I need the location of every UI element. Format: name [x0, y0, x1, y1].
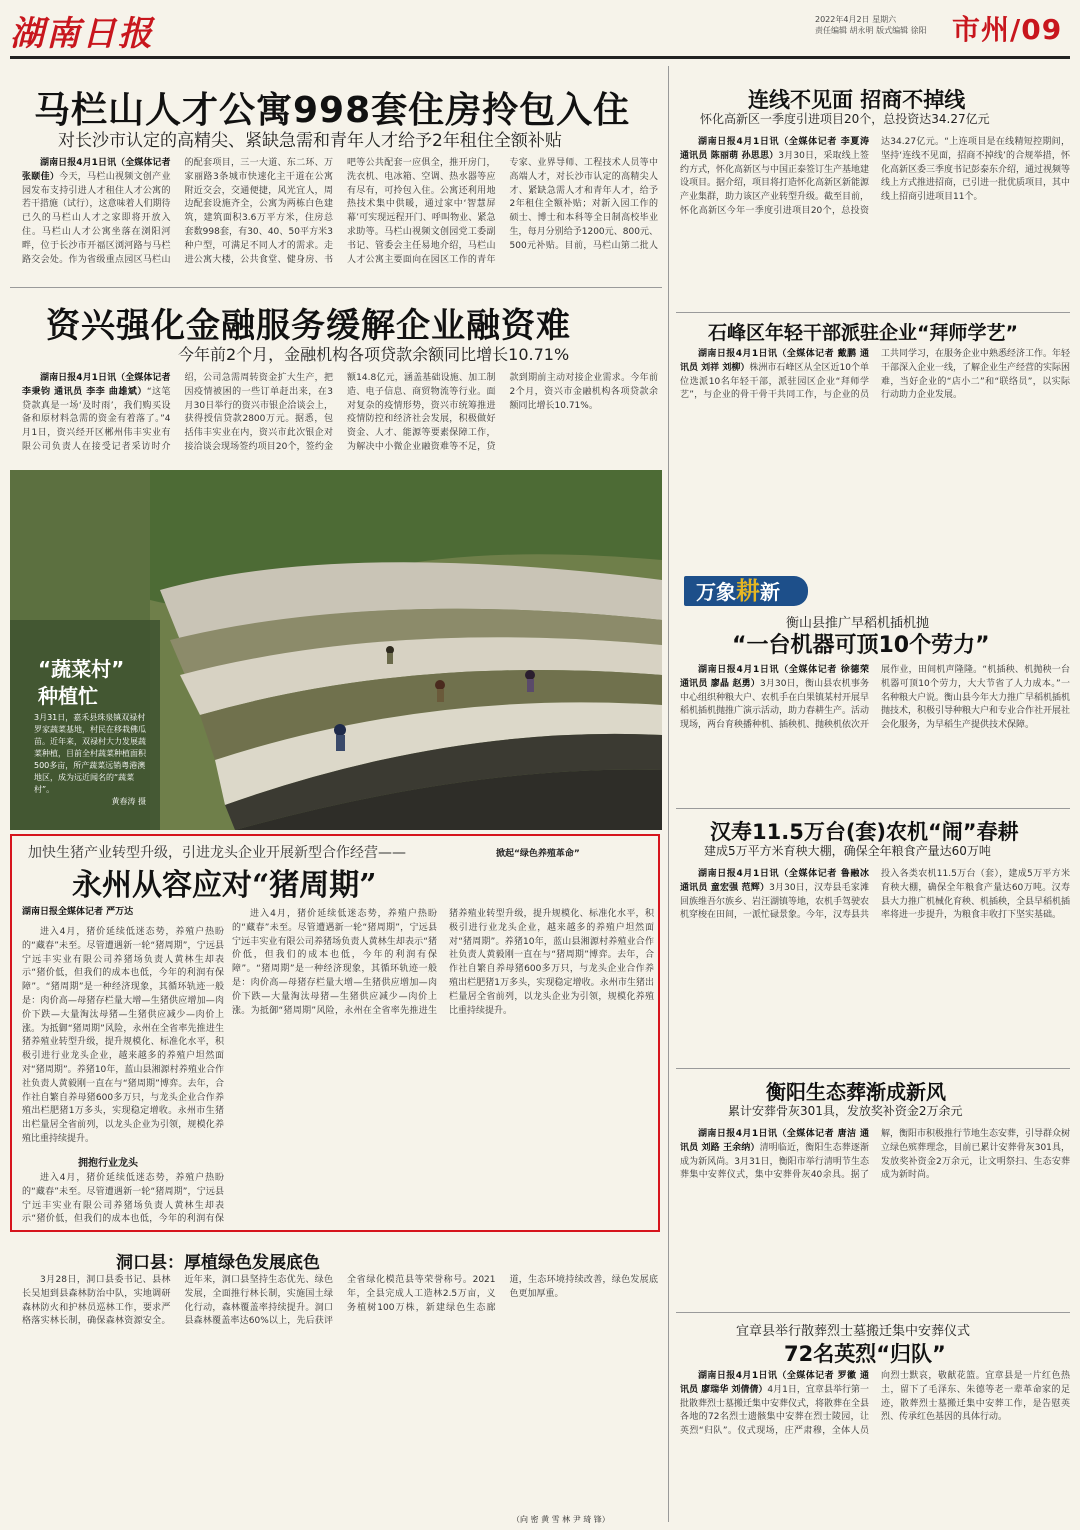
right-5-subtitle: 累计安葬骨灰301具，发放奖补资金2万余元: [728, 1104, 963, 1118]
issue-meta: [815, 14, 927, 36]
article-1-byline: 湖南日报4月1日讯（全媒体记者 张颐佳）: [22, 158, 171, 182]
section-name: 市州/09: [952, 13, 1063, 46]
right-5-body: [680, 1128, 1070, 1308]
issue-date: 2022年4月2日 星期六: [815, 15, 897, 24]
masthead-rule: [10, 56, 1070, 59]
right-3-title[interactable]: “一台机器可顶10个劳力”: [732, 633, 990, 658]
right-2-text: 株洲市石峰区从全区近10个单位选派10名年轻干部，派驻园区企业“拜师学艺”，与企业的骨干骨干共同工作，与企业的员工共同学习，在服务企业中熟悉经济工作。年轻干部深入企业一线，了解企业生产经营的实际困难，当好企业的“店小二”和“联络员”，以实际行动助力企业发展。: [680, 349, 1070, 401]
right-3-byline: 湖南日报4月1日讯（全媒体记者 徐德荣 通讯员 廖晶 赵勇）: [680, 665, 869, 689]
right-4-text: 3月30日，汉寿县毛家滩回族维吾尔族乡、岩汪湖镇等地，农机手驾驶农机穿梭在田间，一派忙碌景象。今年，汉寿县共投入各类农机11.5万台（套），建成5万平方米育秧大棚，确保全年粮食产量达60万吨。汉寿县大力推广机械化育秧、机插秧，全县早稻机插率将进一步提升，为粮食丰收打下坚实基础。: [680, 869, 1070, 921]
right-6-text: 4月1日，宜章县举行第一批散葬烈士墓搬迁集中安葬仪式，将散葬在全县各地的72名烈士遗骸集中安葬在烈士陵园，让英烈“归队”。仪式现场，庄严肃穆，全体人员向烈士默哀，敬献花篮。宜章县是一片红色热土，留下了毛泽东、朱德等老一辈革命家的足迹，散葬烈士墓搬迁集中安葬工作，是告慰英烈、传承红色基因的具体行动。: [680, 1371, 1070, 1437]
photo-title-line-2: 种植忙: [38, 684, 98, 708]
divider: [676, 1068, 1070, 1069]
article-3-kicker: 加快生猪产业转型升级，引进龙头企业开展新型合作经营——: [28, 845, 406, 861]
article-3-text: 进入4月，猪价延续低迷态势，养殖户热盼的“藏春”未至。尽管遭遇新一轮“猪周期”，宁远县宁远丰实业有限公司养猪场负责人黄林生却表示“猪价低，但我们的成本也低，今年的利润有保障”。“猪周期”是一种经济现象，其循环轨迹一般是：肉价高—母猪存栏量大增—生猪供应增加—肉价下跌—大量淘汰母猪—生猪供应减少—肉价上涨。为抵御“猪周期”风险，永州在全省率先推进生猪养殖业转型升级，提升规模化、标准化水平，积极引进行业龙头企业，越来越多的养殖户坦然面对“猪周期”。养猪10年，蓝山县湘源村养殖业合作社负责人黄毅刚一直在与“猪周期”博弈。去年，合作社自繁自养母猪600多万只，与龙头企业合作养殖出栏肥猪1万多头，实现稳定增收。永州市生猪出栏量居全省前列，以龙头企业为引领，规模化养殖比重持续提升。: [22, 927, 224, 1144]
right-3-text: 3月30日，衡山县农机事务中心组织种粮大户、农机手在白果镇某村开展早稻机插机抛推广演示活动，助力春耕生产。活动现场，两台育秧播种机、插秧机、抛秧机依次开展作业，田间机声隆隆。“机插秧、机抛秧一台机器可顶10个劳力，大大节省了人力成本。”一名种粮大户说。衡山县今年大力推广早稻机插机抛技术，积极引导种粮大户和专业合作社开展社会化服务，为早稻生产提供技术保障。: [680, 665, 1070, 731]
right-4-body: [680, 868, 1070, 1064]
article-3-byline-box: [22, 906, 162, 919]
article-3-title[interactable]: 永州从容应对“猪周期”: [72, 868, 377, 903]
article-4-text: 3月28日，洞口县委书记、县林长吴旭到县森林防治中队，实地调研森林防火和护林员巡林工作，要求严格落实林长制，确保森林资源安全。近年来，洞口县坚持生态优先、绿色发展，全面推行林长制，实施国土绿化行动，森林覆盖率持续提升。洞口县森林覆盖率达60%以上，先后获评全省绿化模范县等荣誉称号。2021年，全县完成人工造林2.5万亩，义务植树100万株，新建绿色生态廊道，生态环境持续改善，绿色发展底色更加厚重。: [22, 1275, 658, 1327]
right-6-byline: 湖南日报4月1日讯（全媒体记者 罗徽 通讯员 廖瑞华 刘倩倩）: [680, 1371, 869, 1395]
right-6-kicker: 宜章县举行散葬烈士墓搬迁集中安葬仪式: [736, 1324, 971, 1339]
article-1-text: 今天，马栏山视频文创产业园发布支持引进人才租住人才公寓的若干措施（试行），这意味着人们期待已久的马栏山人才之家即将开放入住。马栏山人才公寓坐落在浏阳河畔，位于长沙市开福区浏河路与马栏路交会处。作为省级重点园区马栏山的配套项目，三一大道、东二环、万家丽路3条城市快速化主干道在公寓附近交会，交通便捷，风光宜人，周边配套设施齐全，公寓为两栋白色建筑，建筑面积3.6万平方米，住房总套数998套，有30、40、50平方米3种户型，可满足不同人才的需求。走进公寓大楼，公共食堂、健身房、书吧等公共配套一应俱全，推开房门，洗衣机、电冰箱、空调、热水器等应有尽有，可拎包入住。公寓还利用地热技术集中供暖，通过家中‘智慧屏幕’可实现远程开门、呼叫物业、紧急求助等。马栏山视频文创园党工委副书记、管委会主任易地介绍，马栏山人才公寓主要面向在园区工作的青年专家、业界导师、工程技术人员等中高端人才，对长沙市认定的高精尖人才、紧缺急需人才和青年人才，给予2年租住全额补贴；对新入园工作的硕士、博士和本科等全日制高校毕业生，每月分别给予1200元、800元、500元补贴。目前，马栏山第二批人: [22, 158, 658, 265]
article-3-byline: 湖南日报全媒体记者 严万达: [22, 907, 134, 917]
article-1-title[interactable]: 马栏山人才公寓998套住房拎包入住: [34, 90, 631, 131]
right-1-byline: 湖南日报4月1日讯（全媒体记者 李夏涛 通讯员 陈丽萌 孙思思）: [680, 137, 869, 161]
article-2-body: [22, 372, 658, 464]
issue-editors: 责任编辑 胡永明 版式编辑 徐阳: [815, 26, 927, 35]
right-6-title[interactable]: 72名英烈“归队”: [784, 1342, 946, 1366]
article-3-text-3: 进入4月，猪价延续低迷态势，养殖户热盼的“藏春”未至。尽管遭遇新一轮“猪周期”，宁远县宁远丰实业有限公司养猪场负责人黄林生却表示“猪价低，但我们的成本也低，今年的利润有保障”。“猪周期”是一种经济现象，其循环轨迹一般是：肉价高—母猪存栏量大增—生猪供应增加—肉价下跌—大量淘汰母猪—生猪供应减少—肉价上涨。为抵御“猪周期”风险，永州在全省率先推进生猪养殖业转型升级，提升规模化、标准化水平，积极引进行业龙头企业，越来越多的养殖户坦然面对“猪周期”。养猪10年，蓝山县湘源村养殖业合作社负责人黄毅刚一直在与“猪周期”博弈。去年，合作社自繁自养母猪600多万只，与龙头企业合作养殖出栏肥猪1万多头，实现稳定增收。永州市生猪出栏量居全省前列，以龙头企业为引领，规模化养殖比重持续提升。: [232, 909, 654, 1016]
article-3-body-2: [22, 1172, 224, 1226]
divider: [10, 287, 662, 288]
photo-title: [38, 656, 124, 710]
article-3-text-2: 进入4月，猪价延续低迷态势，养殖户热盼的“藏春”未至。尽管遭遇新一轮“猪周期”，宁远县宁远丰实业有限公司养猪场负责人黄林生却表示“猪价低，但我们的成本也低，今年的利润有保: [22, 1173, 224, 1225]
column-divider: [668, 66, 669, 1522]
right-5-text: 清明临近，衡阳生态葬逐渐成为新风尚。3月31日，衡阳市举行清明节生态葬集中安葬仪式，集中安葬骨灰40余具。据了解，衡阳市积极推行节地生态安葬，引导群众树立绿色殡葬理念，目前已累计安葬骨灰301具，发放奖补资金2万余元，让文明祭扫、生态安葬成为新时尚。: [680, 1129, 1070, 1181]
banner-right: 新: [760, 580, 780, 604]
photo-credit: 黄春涛 摄: [111, 797, 146, 806]
photo-caption-text: 3月31日，嘉禾县珠泉镇双禄村罗家蔬菜基地，村民在移栽佛瓜苗。近年来，双禄村大力发展蔬菜种植，目前全村蔬菜种植面积500多亩，所产蔬菜远销粤港澳地区，成为远近闻名的“蔬菜村”。: [34, 713, 146, 794]
right-1-title[interactable]: 连线不见面 招商不掉线: [748, 88, 966, 112]
article-4-title[interactable]: 洞口县：厚植绿色发展底色: [116, 1253, 320, 1273]
divider: [676, 808, 1070, 809]
divider: [676, 1312, 1070, 1313]
right-4-subtitle: 建成5万平方米育秧大棚，确保全年粮食产量达60万吨: [704, 844, 991, 858]
right-4-title[interactable]: 汉寿11.5万台(套)农机“闹”春耕: [710, 820, 1019, 844]
banner-left: 万象: [696, 580, 736, 604]
right-1-subtitle: 怀化高新区一季度引进项目20个，总投资达34.27亿元: [700, 112, 990, 126]
right-2-byline: 湖南日报4月1日讯（全媒体记者 戴鹏 通讯员 刘祥 刘柳）: [680, 349, 869, 373]
banner-mid: 耕: [736, 577, 760, 605]
article-2-text: “这笔贷款真是一场‘及时雨’，我们购买设备和原材料急需的资金有着落了。”4月1日，资兴经开区郴州伟丰实业有限公司负责人在接受记者采访时介绍，公司急需周转资金扩大生产，把因疫情被困的一些订单赶出来，在3月30日举行的资兴市银企洽谈会上，获得授信贷款2800万元。据悉，包括伟丰实业在内，资兴市此次银企对接洽谈会现场签约项目20个，签约金额14.8亿元，涵盖基础设施、加工制造、电子信息、商贸物流等行业。面对复杂的疫情形势，资兴市统筹推进疫情防控和经济社会发展，积极做好资金、人才、能源等要素保障工作，为解决中小微企业融资难等不足，贷款到期前主动对接企业需求。今年前2个月，资兴市金融机构各项贷款余额同比增长10.71%。: [22, 373, 658, 452]
right-6-body: [680, 1370, 1070, 1520]
article-3-subhead: 拥抱行业龙头: [78, 1158, 138, 1169]
right-1-body: [680, 136, 1070, 308]
article-2-subtitle: 今年前2个月，金融机构各项贷款余额同比增长10.71%: [178, 345, 570, 364]
right-3-kicker: 衡山县推广早稻机插机抛: [786, 616, 930, 631]
article-2-title[interactable]: 资兴强化金融服务缓解企业融资难: [46, 306, 571, 346]
article-4-body: [22, 1274, 658, 1510]
photo-title-line-1: “蔬菜村”: [38, 657, 125, 681]
right-3-body: [680, 664, 1070, 804]
article-4-credit: （向 密 黄 雪 林 尹 琦 锋）: [512, 1515, 610, 1524]
right-2-body: [680, 348, 1070, 558]
right-1-text: 3月30日，采取线上签约方式，怀化高新区与中国正泰签订生产基地建设项目。据介绍，项目将打造怀化高新区新能源产业集群，助力该区产业转型升级。截至目前，怀化高新区今年一季度引进项目20个，总投资达34.27亿元。“上连项目是在线精短控期间，坚持‘连线不见面，招商不掉线’的合规举措，怀化高新区委三季度书记彭泰东介绍，通过视频等线上方式推进招商，已引进一批优质项目，其中线上招商引进项目11个。: [680, 137, 1070, 216]
article-3-body: [22, 926, 224, 1148]
article-2-byline: 湖南日报4月1日讯（全媒体记者 李秉钧 通讯员 李李 曲雄斌）: [22, 373, 171, 397]
article-1-subtitle: 对长沙市认定的高精尖、紧缺急需和青年人才给予2年租住全额补贴: [58, 131, 562, 151]
divider: [676, 312, 1070, 313]
right-4-byline: 湖南日报4月1日讯（全媒体记者 鲁融冰 通讯员 童宏强 范辉）: [680, 869, 869, 893]
article-1-body: [22, 157, 658, 279]
article-3-body-3: [232, 908, 654, 1226]
right-5-title[interactable]: 衡阳生态葬渐成新风: [766, 1080, 946, 1104]
newspaper-logo: 湖南日报: [10, 14, 154, 54]
photo-caption: [34, 712, 146, 808]
article-3-subhead-2: 掀起“绿色养殖革命”: [496, 849, 580, 859]
right-5-byline: 湖南日报4月1日讯（全媒体记者 唐洁 通讯员 刘路 王余纳）: [680, 1129, 869, 1153]
right-2-title[interactable]: 石峰区年轻干部派驻企业“拜师学艺”: [708, 322, 1018, 344]
column-banner-text: [696, 576, 780, 607]
